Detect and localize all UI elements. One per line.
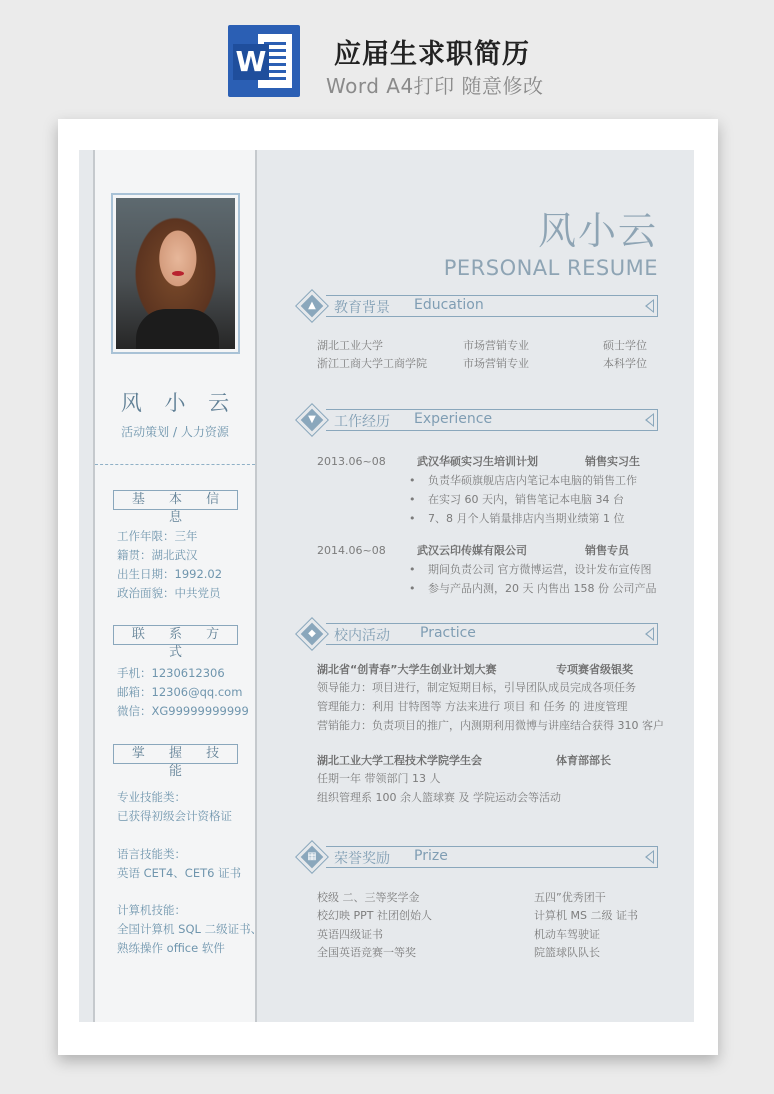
education-school: 湖北工业大学 [317, 339, 383, 352]
job-bullet: • 在实习 60 天内，销售笔记本电脑 34 台 [428, 492, 624, 507]
section-title-en: Prize [414, 848, 448, 864]
basic-info-item: 出生日期：1992.02 [117, 567, 223, 581]
job-bullet: • 期间负责公司 官方微博运营，设计发布宣传图 [428, 562, 652, 577]
word-logo-letter: W [233, 44, 269, 80]
activity-award: 体育部部长 [556, 754, 611, 767]
triangle-left-icon [645, 627, 654, 641]
resume-label: PERSONAL RESUME [443, 256, 658, 280]
activity-line: 管理能力：利用 甘特图等 方法来进行 项目 和 任务 的 进度管理 [317, 700, 628, 713]
job-bullet: • 负责华硕旗舰店店内笔记本电脑的销售工作 [428, 473, 637, 488]
graduation-cap-icon: ▲ [296, 290, 328, 322]
prize-item: 英语四级证书 [317, 928, 383, 941]
skills-item: 计算机技能： [117, 903, 186, 917]
sidebar-divider [95, 464, 255, 465]
education-school: 浙江工商大学工商学院 [317, 357, 427, 370]
job-title: 销售专员 [585, 544, 629, 557]
basic-info-item: 籍贯：湖北武汉 [117, 548, 198, 562]
job-date: 2013.06~08 [317, 455, 386, 468]
skills-heading: 掌 握 技 能 [113, 744, 238, 764]
tie-icon: ▼ [296, 404, 328, 436]
resume-name: 风小云 [537, 209, 658, 253]
section-title-en: Experience [414, 411, 493, 427]
activity-line: 任期一年 带领部门 13 人 [317, 772, 441, 785]
sidebar-roles: 活动策划 / 人力资源 [121, 425, 229, 439]
activity-head: 湖北工业大学工程技术学院学生会 [317, 754, 482, 767]
section-title-en: Practice [420, 625, 476, 641]
prize-item: 院篮球队队长 [534, 946, 600, 959]
grid-icon: ▦ [296, 841, 328, 873]
section-title-cn: 校内活动 [334, 628, 390, 644]
contact-heading: 联 系 方 式 [113, 625, 238, 645]
prize-item: 机动车驾驶证 [534, 928, 600, 941]
activity-head: 湖北省“创青春”大学生创业计划大赛 [317, 663, 497, 676]
skills-item: 全国计算机 SQL 二级证书、 [117, 922, 263, 936]
job-company: 武汉云印传媒有限公司 [417, 544, 527, 557]
section-title-en: Education [414, 297, 484, 313]
contact-phone: 手机：1230612306 [117, 666, 225, 680]
skills-item: 英语 CET4、CET6 证书 [117, 866, 242, 880]
page-title: 应届生求职简历 [334, 39, 530, 70]
contact-wechat: 微信：XG99999999999 [117, 704, 249, 718]
skills-item: 已获得初级会计资格证 [117, 809, 232, 823]
job-title: 销售实习生 [585, 455, 640, 468]
section-title-cn: 教育背景 [334, 300, 390, 316]
education-degree: 本科学位 [603, 357, 647, 370]
prize-item: 五四”优秀团干 [534, 891, 606, 904]
triangle-left-icon [645, 413, 654, 427]
skills-item: 熟练操作 office 软件 [117, 941, 225, 955]
basic-info-item: 政治面貌：中共党员 [117, 586, 221, 600]
section-title-cn: 荣誉奖励 [334, 851, 390, 867]
activity-line: 营销能力：负责项目的推广，内测期利用微博与讲座结合获得 310 客户 [317, 719, 664, 732]
activity-award: 专项赛省级银奖 [556, 663, 633, 676]
basic-info-heading: 基 本 信 息 [113, 490, 238, 510]
job-date: 2014.06~08 [317, 544, 386, 557]
page-subtitle: Word A4打印 随意修改 [326, 74, 544, 98]
job-bullet: • 7、8 月个人销量排店内当期业绩第 1 位 [428, 511, 624, 526]
activity-line: 领导能力：项目进行，制定短期目标，引导团队成员完成各项任务 [317, 681, 636, 694]
sidebar-name: 风 小 云 [120, 391, 238, 415]
education-degree: 硕士学位 [603, 339, 647, 352]
prize-item: 全国英语竞赛一等奖 [317, 946, 416, 959]
activity-line: 组织管理系 100 余人篮球赛 及 学院运动会等活动 [317, 791, 561, 804]
triangle-left-icon [645, 299, 654, 313]
skills-item: 专业技能类： [117, 790, 186, 804]
education-section-header [296, 295, 658, 317]
prize-item: 校级 二、三等奖学金 [317, 891, 420, 904]
education-major: 市场营销专业 [463, 339, 529, 352]
prize-item: 校幻映 PPT 社团创始人 [317, 909, 432, 922]
triangle-left-icon [645, 850, 654, 864]
education-major: 市场营销专业 [463, 357, 529, 370]
tag-icon: ◆ [296, 618, 328, 650]
section-title-cn: 工作经历 [334, 414, 390, 430]
prize-section-header [296, 846, 658, 868]
prize-item: 计算机 MS 二级 证书 [534, 909, 638, 922]
contact-email: 邮箱：12306@qq.com [117, 685, 243, 699]
word-logo-icon [228, 25, 300, 97]
experience-section-header [296, 409, 658, 431]
profile-photo-frame [111, 193, 240, 354]
skills-item: 语言技能类： [117, 847, 186, 861]
basic-info-item: 工作年限：三年 [117, 529, 198, 543]
practice-section-header [296, 623, 658, 645]
profile-photo [116, 198, 235, 349]
job-bullet: • 参与产品内测，20 天 内售出 158 份 公司产品 [428, 581, 656, 596]
job-company: 武汉华硕实习生培训计划 [417, 455, 538, 468]
